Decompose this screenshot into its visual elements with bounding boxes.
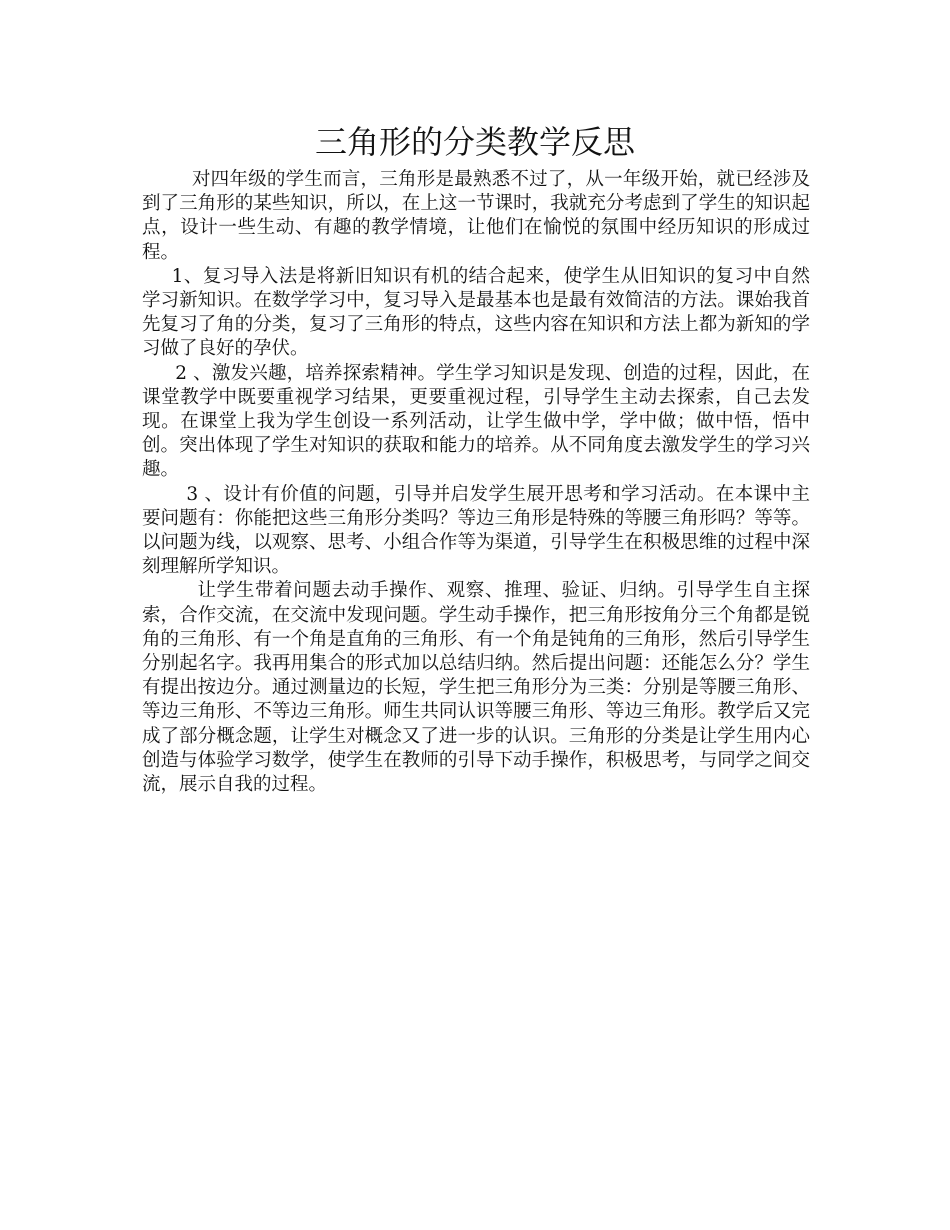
document-body <box>142 168 810 797</box>
paragraph-conclusion: 让学生带着问题去动手操作、观察、推理、验证、归纳。引导学生自主探索，合作交流，在交流中发现问题。学生动手操作，把三角形按角分三个角都是锐角的三角形、有一个角是直角的三角形、有一个角是钝角的三角形，然后引导学生分别起名字。我再用集合的形式加以总结归纳。然后提出问题：还能怎么分？学生有提出按边分。通过测量边的长短，学生把三角形分为三类：分别是等腰三角形、等边三角形、不等边三角形。师生共同认识等腰三角形、等边三角形。教学后又完成了部分概念题，让学生对概念又了进一步的认识。三角形的分类是让学生用内心创造与体验学习数学，使学生在教师的引导下动手操作，积极思考，与同学之间交流，展示自我的过程。 <box>142 580 810 796</box>
paragraph-point-2: 2 、激发兴趣，培养探索精神。学生学习知识是发现、创造的过程，因此，在课堂教学中既要重视学习结果，更要重视过程，引导学生主动去探索，自己去发现。在课堂上我为学生创设一系列活动，让学生做中学，学中做；做中悟，悟中创。突出体现了学生对知识的获取和能力的培养。从不同角度去激发学生的学习兴趣。 <box>142 362 810 481</box>
paragraph-point-1: 1、复习导入法是将新旧知识有机的结合起来，使学生从旧知识的复习中自然学习新知识。在数学学习中，复习导入是最基本也是最有效简洁的方法。课始我首先复习了角的分类，复习了三角形的特点，这些内容在知识和方法上都为新知的学习做了良好的孕伏。 <box>142 265 810 360</box>
paragraph-point-3: 3 、设计有价值的问题，引导并启发学生展开思考和学习活动。在本课中主要问题有：你能把这些三角形分类吗？等边三角形是特殊的等腰三角形吗？等等。以问题为线，以观察、思考、小组合作等为渠道，引导学生在积极思维的过程中深刻理解所学知识。 <box>142 483 810 578</box>
paragraph-intro: 对四年级的学生而言，三角形是最熟悉不过了，从一年级开始，就已经涉及到了三角形的某些知识，所以，在上这一节课时，我就充分考虑到了学生的知识起点，设计一些生动、有趣的教学情境，让他们在愉悦的氛围中经历知识的形成过程。 <box>142 169 810 263</box>
document-title: 三角形的分类教学反思 <box>314 123 635 161</box>
